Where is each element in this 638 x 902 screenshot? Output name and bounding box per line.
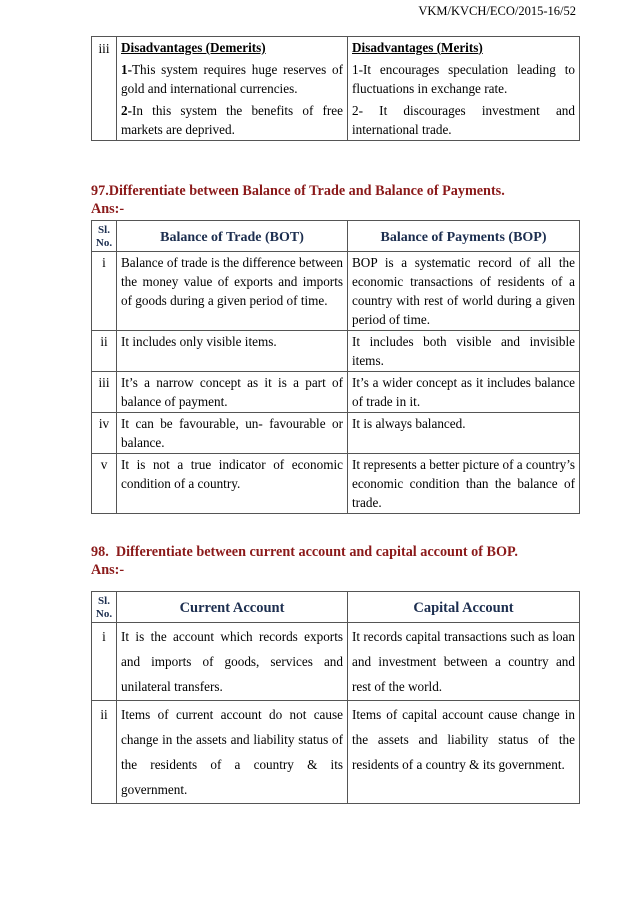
sl-cell: i [92, 623, 117, 701]
bop-cell: It includes both visible and invisible items. [348, 331, 580, 372]
sl-label: Sl. [98, 224, 110, 236]
current-capital-table [91, 591, 580, 804]
question-text: 98. Differentiate between current account and capital account of BOP. [91, 544, 518, 560]
point-text: This system requires huge reserves of gold and international currencies. [121, 62, 343, 96]
question-97 [91, 182, 505, 218]
merit-point-1: 1-It encourages speculation leading to fluctuations in exchange rate. [352, 62, 575, 96]
capital-account-cell: It records capital transactions such as loan and investment between a country and rest of the world. [348, 623, 580, 701]
page-header-id: VKM/KVCH/ECO/2015-16/52 [418, 4, 576, 18]
sl-cell: ii [92, 331, 117, 372]
table-row [92, 413, 580, 454]
sl-header [92, 592, 117, 623]
current-account-cell: Items of current account do not cause change in the assets and liability status of the residents of a country & its government. [117, 701, 348, 804]
bop-header: Balance of Payments (BOP) [348, 221, 580, 252]
bot-cell: It is not a true indicator of economic condition of a country. [117, 454, 348, 514]
merit-point-2: 2- It discourages investment and international trade. [352, 103, 575, 137]
question-98 [91, 543, 518, 579]
merits-demerits-table [91, 36, 580, 141]
point-number: 2- [121, 103, 132, 118]
capital-account-header: Capital Account [348, 592, 580, 623]
bot-header: Balance of Trade (BOT) [117, 221, 348, 252]
sl-cell: i [92, 252, 117, 331]
table-row [92, 454, 580, 514]
bot-cell: It includes only visible items. [117, 331, 348, 372]
demerit-point-1 [121, 60, 343, 98]
answer-label: Ans:- [91, 562, 125, 578]
answer-label: Ans:- [91, 201, 125, 217]
capital-account-cell: Items of capital account cause change in the assets and liability status of the residents of a country & its government. [348, 701, 580, 804]
header-row [92, 592, 580, 623]
sl-cell: v [92, 454, 117, 514]
current-account-header: Current Account [117, 592, 348, 623]
point-text: In this system the benefits of free markets are deprived. [121, 103, 343, 137]
table-row [92, 37, 580, 141]
bop-cell: It is always balanced. [348, 413, 580, 454]
merits-title-part: ) [478, 40, 483, 55]
merits-title-part: Merits [441, 40, 479, 55]
sl-header [92, 221, 117, 252]
question-text: 97.Differentiate between Balance of Trade and Balance of Payments. [91, 183, 505, 199]
point-number: 1- [121, 62, 132, 77]
current-account-cell: It is the account which records exports and imports of goods, services and unilateral transfers. [117, 623, 348, 701]
sl-cell: iii [92, 37, 117, 141]
merits-title [352, 38, 575, 57]
merits-cell [348, 37, 580, 141]
sl-label: Sl. [98, 595, 110, 607]
no-label: No. [95, 237, 113, 249]
bop-cell: It represents a better picture of a country’s economic condition than the balance of trade. [348, 454, 580, 514]
bot-cell: Balance of trade is the difference between the money value of exports and imports of goods during a given period of time. [117, 252, 348, 331]
demerit-point-2 [121, 101, 343, 139]
merits-title-part: Disadvantages ( [352, 40, 442, 55]
bot-cell: It’s a narrow concept as it is a part of balance of payment. [117, 372, 348, 413]
no-label: No. [95, 608, 113, 620]
table-row [92, 252, 580, 331]
bot-cell: It can be favourable, un- favourable or balance. [117, 413, 348, 454]
demerits-cell [117, 37, 348, 141]
sl-cell: iv [92, 413, 117, 454]
demerits-title: Disadvantages (Demerits) [121, 40, 266, 55]
bop-cell: It’s a wider concept as it includes balance of trade in it. [348, 372, 580, 413]
sl-cell: iii [92, 372, 117, 413]
bot-bop-table [91, 220, 580, 514]
table-row [92, 701, 580, 804]
table-row [92, 331, 580, 372]
bop-cell: BOP is a systematic record of all the economic transactions of residents of a country with rest of world during a given period of time. [348, 252, 580, 331]
header-row [92, 221, 580, 252]
table-row [92, 623, 580, 701]
table-row [92, 372, 580, 413]
sl-cell: ii [92, 701, 117, 804]
